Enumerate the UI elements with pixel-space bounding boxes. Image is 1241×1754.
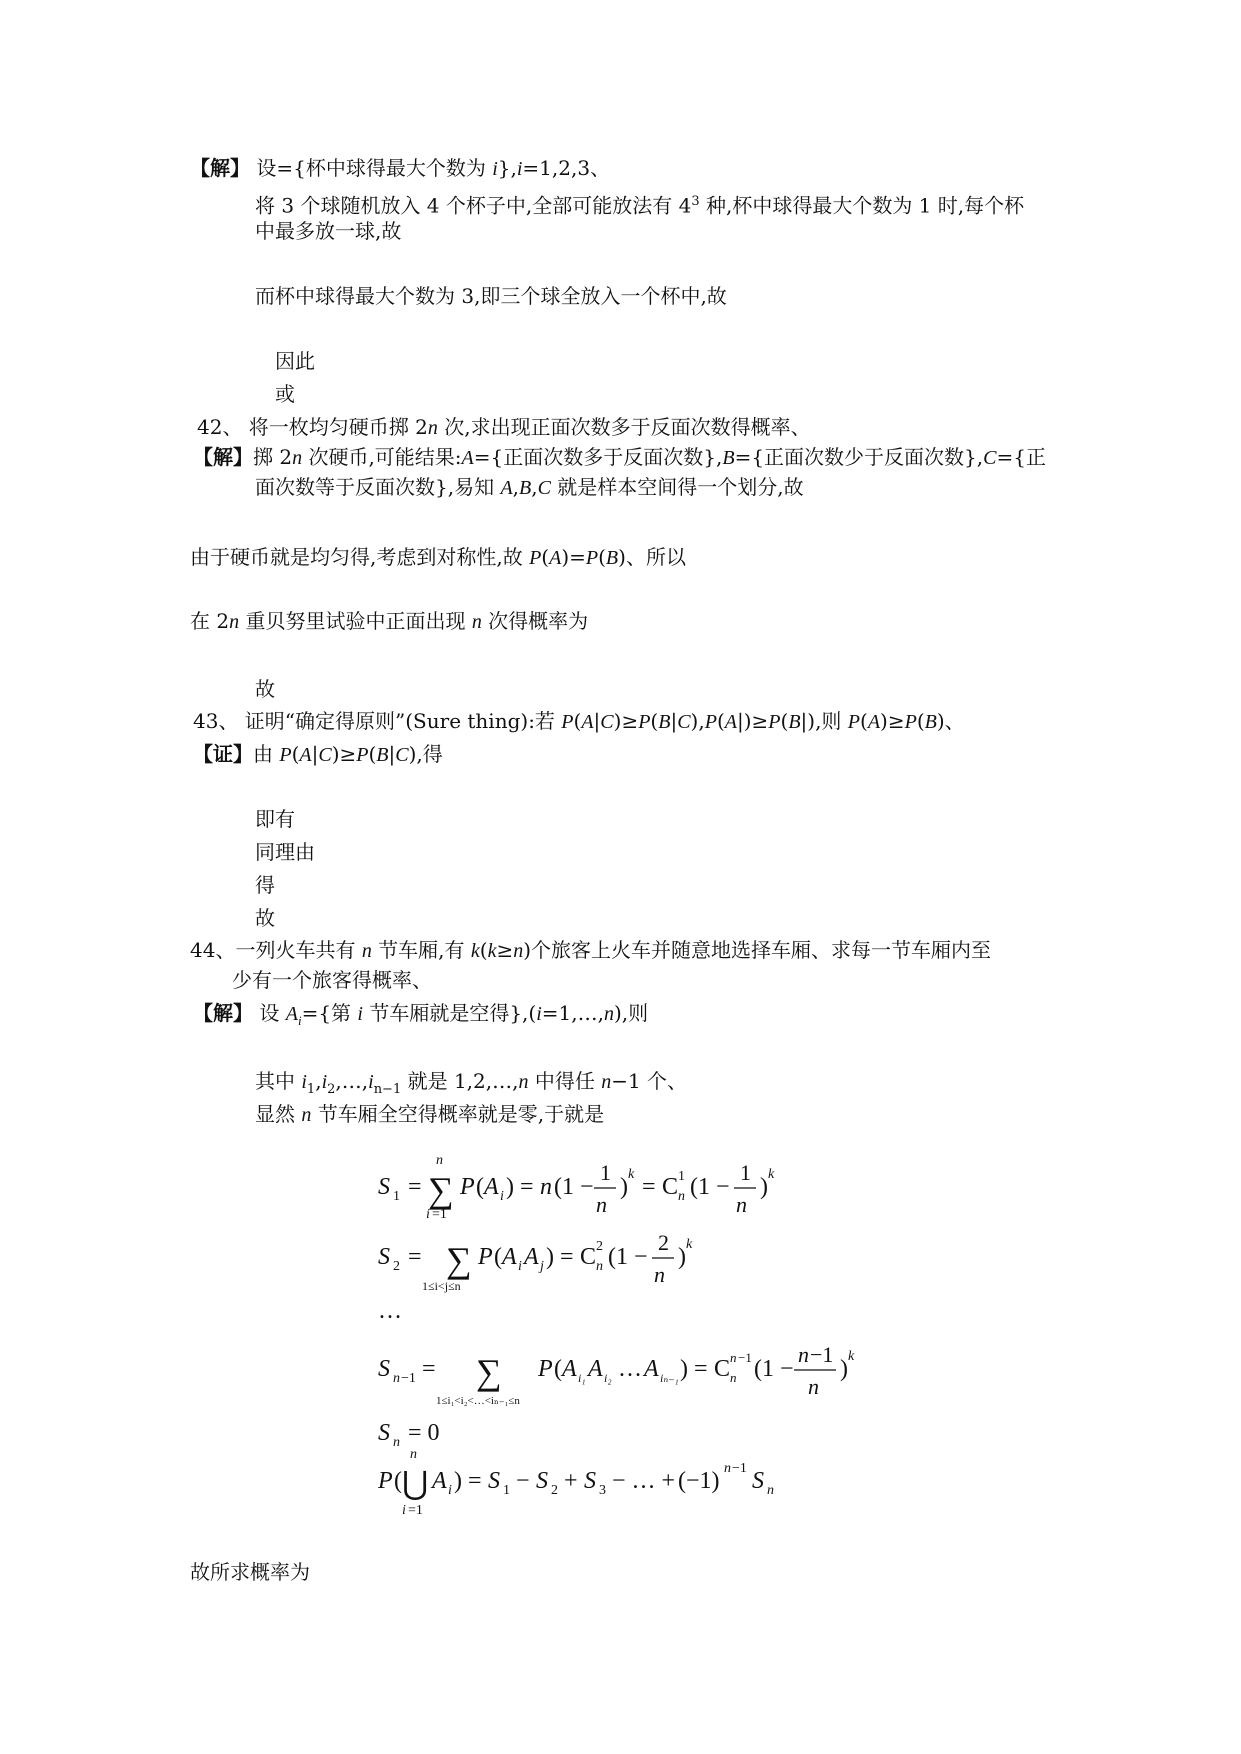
svg-text:A: A (484, 1174, 499, 1200)
text-line (255, 676, 275, 702)
text-segment: 中最多放一球,故 (255, 219, 402, 243)
text-segment: 节车厢,有 (371, 938, 471, 962)
text-segment: ,…, (335, 1069, 369, 1093)
text-segment: C (677, 711, 691, 733)
text-segment: |),则 (800, 709, 848, 733)
svg-text:2: 2 (596, 1239, 603, 1254)
text-segment: −1 个、 (611, 1069, 688, 1093)
text-line (190, 155, 610, 182)
text-segment: 设 (253, 1001, 286, 1025)
text-line (190, 1559, 310, 1585)
text-segment: A (299, 744, 312, 766)
text-segment: ),得 (408, 742, 443, 766)
svg-text:k: k (628, 1167, 635, 1182)
svg-text:S: S (378, 1244, 390, 1270)
svg-text:i: i (448, 1483, 452, 1498)
text-segment: ={正 (996, 445, 1046, 469)
text-line (197, 414, 811, 441)
text-segment: 因此 (275, 349, 315, 373)
svg-text:n: n (730, 1370, 737, 1385)
text-segment: 节车厢全空得概率就是零,于就是 (311, 1102, 605, 1126)
svg-text:k: k (848, 1349, 855, 1364)
text-segment: B (519, 477, 532, 499)
text-segment: P (585, 547, 599, 569)
formula-s1-svg (378, 1150, 798, 1226)
text-line (193, 444, 1046, 471)
svg-text:): ) (506, 1174, 514, 1200)
text-segment: A (500, 477, 513, 499)
text-segment: 就是样本空间得一个划分,故 (550, 475, 804, 499)
svg-text:2: 2 (393, 1259, 400, 1274)
svg-text:n: n (798, 1342, 809, 1367)
svg-text:A: A (524, 1244, 539, 1270)
text-segment: i (301, 1071, 307, 1093)
text-segment: P (529, 547, 542, 569)
text-segment: P (638, 711, 651, 733)
text-segment: 其中 (255, 1069, 302, 1093)
text-segment: 即有 (255, 807, 295, 831)
text-line (232, 967, 432, 993)
text-segment: 节车厢就是空得},( (362, 1001, 537, 1025)
text-segment: B (605, 547, 619, 569)
section-marker: 【证】 (193, 742, 253, 766)
svg-text:i: i (402, 1503, 406, 1518)
text-segment: P (279, 744, 292, 766)
svg-text:S: S (536, 1468, 548, 1494)
text-segment: k (487, 940, 497, 962)
svg-text:= 0: = 0 (408, 1420, 440, 1446)
svg-text:P: P (478, 1244, 493, 1270)
svg-text:1: 1 (393, 1189, 400, 1204)
svg-text:): ) (680, 1356, 688, 1382)
text-segment: 由于硬币就是均匀得,考虑到对称性,故 (190, 545, 530, 569)
text-segment: 而杯中球得最大个数为 3,即三个球全放入一个杯中,故 (255, 284, 727, 308)
text-segment: =1,…, (541, 1001, 604, 1025)
svg-text:=: = (560, 1244, 574, 1270)
text-segment: 就是 1,2,…, (401, 1069, 519, 1093)
svg-text:n: n (596, 1192, 607, 1217)
svg-text:): ) (546, 1244, 554, 1270)
svg-text:1≤i<j≤n: 1≤i<j≤n (422, 1279, 461, 1293)
text-segment: }, (497, 156, 517, 180)
formula-s2-svg (378, 1226, 798, 1296)
text-segment: 显然 (255, 1102, 302, 1126)
text-segment: P (904, 711, 917, 733)
text-segment: ={正面次数少于反面次数}, (734, 445, 984, 469)
svg-text:1: 1 (600, 1160, 611, 1185)
svg-text:−1: −1 (732, 1461, 747, 1476)
text-segment: ( (598, 545, 606, 569)
text-segment: P (768, 711, 781, 733)
text-segment: )≥ (613, 709, 639, 733)
text-segment: C (983, 447, 997, 469)
svg-text:=: = (642, 1174, 656, 1200)
text-segment: i (492, 158, 498, 180)
svg-text:(1 −: (1 − (554, 1174, 594, 1200)
text-segment: )个旅客上火车并随意地选择车厢、求每一节车厢内至 (523, 938, 992, 962)
svg-text:n: n (393, 1435, 400, 1450)
svg-text:∑: ∑ (476, 1352, 502, 1392)
text-segment: 42、 将一枚均匀硬币掷 2 (197, 415, 428, 439)
svg-text:(1 −: (1 − (608, 1244, 648, 1270)
text-segment: ≥ (496, 938, 514, 962)
svg-text:A: A (562, 1356, 577, 1382)
text-line (255, 1068, 687, 1103)
text-segment: 44、一列火车共有 (190, 938, 362, 962)
text-segment: B (788, 711, 801, 733)
text-line (255, 872, 275, 898)
text-segment: ( (780, 709, 789, 733)
formula-dots-text: … (378, 1298, 402, 1324)
text-segment: )≥ (331, 742, 357, 766)
formula-sn-1 (378, 1336, 858, 1424)
formula-union (378, 1446, 798, 1530)
text-segment: i (321, 1071, 328, 1093)
svg-text:A: A (432, 1468, 447, 1494)
text-segment: ( (650, 709, 659, 733)
text-line (255, 218, 401, 244)
svg-text:+: + (564, 1468, 578, 1494)
text-line (193, 1000, 648, 1034)
text-line (275, 381, 295, 407)
text-segment: P (356, 744, 369, 766)
svg-text:n: n (767, 1483, 774, 1498)
text-segment: 在 2 (190, 609, 230, 633)
text-segment: ( (291, 742, 300, 766)
text-line (255, 839, 315, 865)
text-segment: ),则 (613, 1001, 649, 1025)
text-segment: 中得任 (528, 1069, 602, 1093)
text-segment: 次硬币,可能结果: (302, 445, 462, 469)
text-segment: 1 (306, 1082, 316, 1097)
text-segment: )、所以 (618, 545, 686, 569)
text-segment: ={第 (301, 1001, 358, 1025)
svg-text:C: C (714, 1356, 731, 1382)
text-segment: 面次数等于反面次数},易知 (255, 475, 501, 499)
svg-text:): ) (840, 1356, 848, 1382)
svg-text:(1 −: (1 − (754, 1356, 794, 1382)
formula-s1 (378, 1150, 798, 1234)
svg-text:S: S (752, 1468, 764, 1494)
text-segment: i (516, 158, 523, 180)
text-line (255, 474, 804, 501)
svg-text:(−1): (−1) (678, 1468, 720, 1494)
svg-text:−1: −1 (810, 1342, 834, 1367)
svg-text:P: P (378, 1468, 393, 1494)
text-segment: C (318, 744, 332, 766)
text-segment: B (924, 711, 937, 733)
svg-text:3: 3 (599, 1483, 606, 1498)
text-segment: ( (716, 709, 725, 733)
text-line (190, 608, 588, 635)
text-segment: ( (916, 709, 925, 733)
svg-text:P: P (538, 1356, 553, 1382)
svg-text:n: n (678, 1189, 685, 1204)
svg-text:…: … (618, 1356, 642, 1382)
text-segment: C (537, 477, 551, 499)
svg-text:n: n (654, 1262, 665, 1287)
text-segment: P (704, 711, 717, 733)
svg-text:=: = (408, 1174, 422, 1200)
svg-text:i: i (518, 1259, 522, 1274)
svg-text:− … +: − … + (612, 1468, 676, 1494)
text-segment: C (600, 711, 614, 733)
svg-text:i: i (426, 1207, 430, 1222)
svg-text:C: C (580, 1244, 597, 1270)
svg-text:(: ( (494, 1244, 502, 1270)
formula-dots (378, 1296, 402, 1326)
text-segment: 掷 2 (253, 445, 293, 469)
svg-text:k: k (768, 1167, 775, 1182)
text-segment: 次得概率为 (481, 609, 589, 633)
text-segment: ), (690, 709, 705, 733)
text-segment: 将 3 个球随机放入 4 个杯子中,全部可能放法有 4 (255, 193, 692, 218)
svg-text:2: 2 (658, 1230, 669, 1255)
svg-text:i₁: i₁ (578, 1371, 586, 1385)
text-segment: | (311, 742, 319, 766)
formula-sn-1-svg (378, 1336, 858, 1416)
text-segment: n (513, 940, 524, 962)
svg-text:1: 1 (740, 1160, 751, 1185)
svg-text:iₙ₋₁: iₙ₋₁ (660, 1371, 679, 1385)
text-segment: |)≥ (736, 709, 769, 733)
svg-text:n: n (393, 1371, 400, 1386)
text-segment: C (395, 744, 409, 766)
svg-text:=: = (468, 1468, 482, 1494)
svg-text:−: − (516, 1468, 530, 1494)
text-segment: , (315, 1069, 322, 1093)
svg-text:): ) (454, 1468, 462, 1494)
svg-text:): ) (760, 1174, 768, 1200)
svg-text:(: ( (394, 1468, 402, 1494)
text-segment: =1,2,3、 (522, 156, 611, 180)
svg-text:j: j (540, 1259, 544, 1274)
text-segment: n (603, 1003, 614, 1025)
text-segment: n (301, 1104, 312, 1126)
text-line (255, 1101, 604, 1128)
text-segment: 故 (255, 677, 275, 701)
text-segment: n (601, 1071, 612, 1093)
section-marker: 【解】 (193, 445, 253, 469)
text-segment: i (357, 1003, 363, 1025)
text-segment: )= (561, 545, 586, 569)
svg-text:S: S (488, 1468, 500, 1494)
text-segment: B (722, 447, 735, 469)
text-segment: , (531, 475, 538, 499)
text-segment: P (847, 711, 861, 733)
text-segment: 故 (255, 906, 275, 930)
svg-text:P: P (460, 1174, 475, 1200)
text-line (255, 189, 1024, 219)
text-segment: A (549, 547, 562, 569)
text-segment: 同理由 (255, 840, 315, 864)
text-segment: i (297, 1013, 302, 1028)
svg-text:−1: −1 (738, 1350, 752, 1365)
svg-text:=1: =1 (408, 1503, 423, 1518)
svg-text:n: n (436, 1153, 443, 1168)
svg-text:=: = (408, 1244, 422, 1270)
text-segment: 3 (691, 194, 700, 209)
text-line (275, 348, 315, 374)
svg-text:1≤i₁<i₂<…<iₙ₋₁≤n: 1≤i₁<i₂<…<iₙ₋₁≤n (436, 1395, 520, 1407)
text-segment: | (670, 709, 678, 733)
svg-text:−1: −1 (401, 1371, 416, 1386)
text-segment: A (867, 711, 881, 733)
svg-text:n: n (596, 1259, 603, 1274)
svg-text:=: = (694, 1356, 708, 1382)
text-segment: ( (368, 742, 377, 766)
text-segment: | (388, 742, 396, 766)
svg-text:n: n (724, 1461, 731, 1476)
svg-text:∑: ∑ (428, 1170, 454, 1210)
svg-text:S: S (378, 1420, 390, 1446)
text-segment: A (724, 711, 737, 733)
svg-text:i₂: i₂ (604, 1371, 612, 1385)
svg-text:1: 1 (678, 1169, 685, 1184)
svg-text:(: ( (554, 1356, 562, 1382)
text-segment: ( (479, 938, 488, 962)
svg-text:(1 −: (1 − (690, 1174, 730, 1200)
svg-text:S: S (378, 1174, 390, 1200)
text-line (255, 806, 295, 832)
text-segment: 重贝努里试验中正面出现 (239, 609, 472, 633)
svg-text:A: A (588, 1356, 603, 1382)
svg-text:1: 1 (503, 1483, 510, 1498)
svg-text:n: n (808, 1374, 819, 1399)
svg-text:n: n (730, 1350, 737, 1365)
text-segment: n−1 (373, 1082, 402, 1097)
text-segment: ={正面次数多于反面次数}, (473, 445, 723, 469)
svg-text:): ) (620, 1174, 628, 1200)
text-segment: n (229, 611, 240, 633)
text-segment: 由 (253, 742, 280, 766)
svg-text:n: n (736, 1192, 747, 1217)
svg-text:n: n (410, 1447, 417, 1462)
text-segment: n (518, 1071, 529, 1093)
svg-text:=: = (520, 1174, 534, 1200)
svg-text:A: A (644, 1356, 659, 1382)
text-segment: P (561, 711, 574, 733)
text-segment: 种,杯中球得最大个数为 1 时,每个杯 (699, 193, 1025, 218)
text-line (193, 741, 443, 768)
text-line (193, 708, 965, 735)
svg-text:n: n (540, 1174, 552, 1200)
text-line (190, 544, 686, 571)
section-marker: 【解】 (193, 1001, 253, 1025)
text-segment: 次,求出现正面次数多于反面次数得概率、 (437, 415, 811, 439)
formula-union-svg (378, 1446, 798, 1522)
text-segment: 2 (327, 1082, 336, 1097)
text-segment: 43、 证明“确定得原则”(Sure thing):若 (193, 709, 562, 733)
svg-text:k: k (686, 1237, 693, 1252)
svg-text:(: ( (476, 1174, 484, 1200)
text-segment: ( (573, 709, 582, 733)
svg-text:∑: ∑ (446, 1240, 472, 1280)
text-segment: n (427, 417, 438, 439)
svg-text:S: S (378, 1356, 390, 1382)
text-segment: B (658, 711, 671, 733)
svg-text:=: = (422, 1356, 436, 1382)
text-segment: i (368, 1071, 374, 1093)
text-segment: n (361, 940, 372, 962)
text-line (255, 283, 727, 309)
text-segment: )、 (936, 709, 965, 733)
text-segment: n (471, 611, 482, 633)
svg-text:): ) (678, 1244, 686, 1270)
text-line (255, 905, 275, 931)
text-segment: i (536, 1003, 542, 1025)
section-marker: 【解】 (190, 156, 250, 180)
text-segment: B (376, 744, 389, 766)
svg-text:⋃: ⋃ (402, 1465, 429, 1501)
text-segment: ( (860, 709, 868, 733)
text-segment: )≥ (880, 709, 905, 733)
svg-text:A: A (502, 1244, 517, 1270)
text-line (190, 937, 991, 964)
text-segment: A (461, 447, 474, 469)
text-segment: 设={杯中球得最大个数为 (250, 156, 493, 180)
text-segment: A (285, 1003, 298, 1025)
formula-s2 (378, 1226, 798, 1304)
svg-text:S: S (584, 1468, 596, 1494)
text-segment: , (512, 475, 520, 499)
text-segment: 故所求概率为 (190, 1560, 310, 1584)
text-segment: | (593, 709, 601, 733)
text-segment: 少有一个旅客得概率、 (232, 968, 432, 992)
svg-text:=1: =1 (432, 1207, 447, 1222)
svg-text:2: 2 (551, 1483, 558, 1498)
text-segment: 得 (255, 873, 275, 897)
text-segment: ( (541, 545, 550, 569)
text-segment: k (470, 940, 480, 962)
text-segment: A (581, 711, 594, 733)
svg-text:i: i (500, 1189, 504, 1204)
svg-text:C: C (662, 1174, 679, 1200)
text-segment: 或 (275, 382, 295, 406)
text-segment: n (292, 447, 303, 469)
